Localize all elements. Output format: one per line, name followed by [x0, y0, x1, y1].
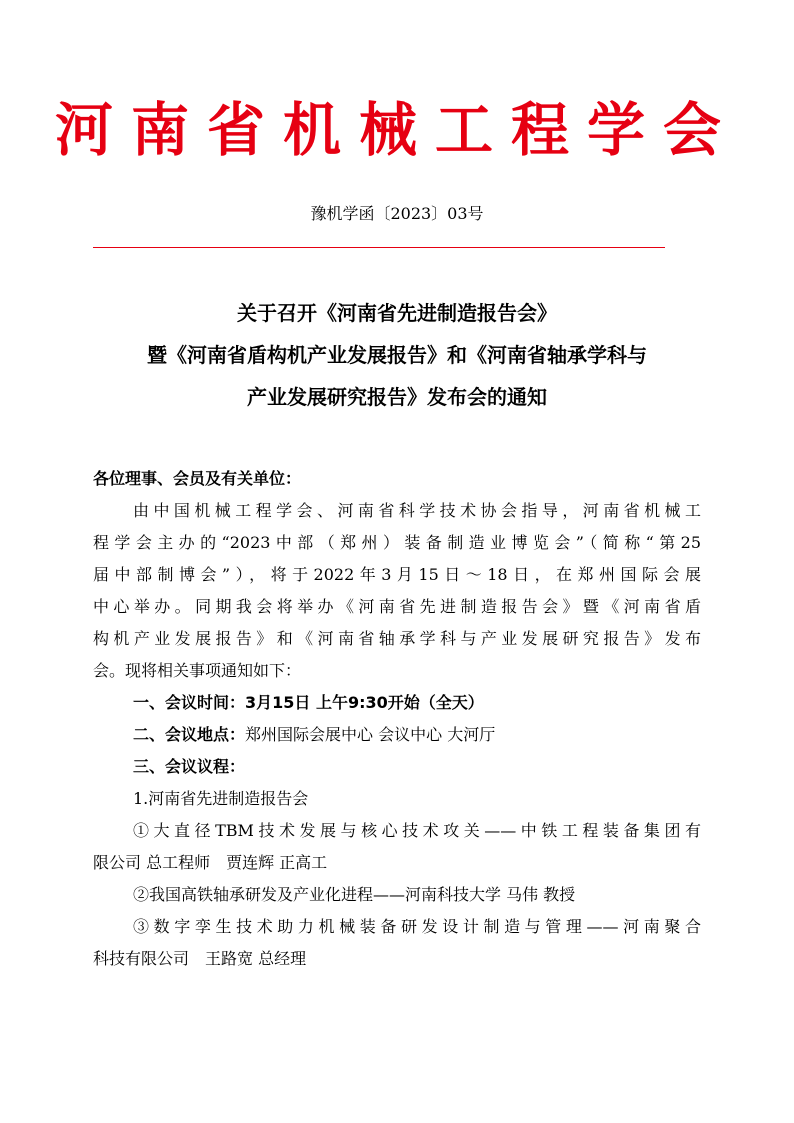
letterhead-org-name: 河南省机械工程学会	[54, 96, 739, 164]
red-divider-line	[93, 247, 665, 248]
title-line: 产业发展研究报告》发布会的通知	[247, 385, 547, 409]
agenda-item-line: 限公司 总工程师 贾连辉 正高工	[93, 853, 328, 872]
agenda-item-line: ③数字孪生技术助力机械装备研发设计制造与管理——河南聚合	[133, 917, 701, 936]
agenda-item-line: 科技有限公司 王路宽 总经理	[93, 949, 307, 968]
meeting-location-label: 二、会议地点：	[133, 725, 246, 744]
intro-paragraph	[93, 495, 701, 687]
meeting-time: 一、会议时间：3月15日 上午9:30开始（全天）	[133, 693, 484, 712]
agenda-item	[93, 815, 701, 879]
notice-title	[93, 298, 701, 424]
agenda-section-title: 1.河南省先进制造报告会	[133, 789, 309, 808]
document-number: 豫机学函〔2023〕03号	[310, 204, 484, 223]
intro-line: 由中国机械工程学会、河南省科学技术协会指导，河南省机械工	[133, 501, 701, 520]
intro-line: 构机产业发展报告》和《河南省轴承学科与产业发展研究报告》发布	[93, 629, 701, 648]
intro-line: 会。现将相关事项通知如下：	[93, 661, 302, 680]
meeting-location	[93, 719, 701, 751]
title-line: 暨《河南省盾构机产业发展报告》和《河南省轴承学科与	[147, 343, 647, 367]
intro-line: 届中部制博会”），将于2022年3月15日～18日，在郑州国际会展	[93, 565, 701, 584]
agenda-item	[93, 879, 701, 911]
title-line: 关于召开《河南省先进制造报告会》	[237, 301, 557, 325]
intro-line: 中心举办。同期我会将举办《河南省先进制造报告会》暨《河南省盾	[93, 597, 701, 616]
salutation: 各位理事、会员及有关单位：	[93, 469, 302, 488]
agenda-item	[93, 911, 701, 975]
notice-body	[93, 463, 701, 975]
meeting-location-value: 郑州国际会展中心 会议中心 大河厅	[245, 725, 496, 744]
agenda-item-line: ②我国高铁轴承研发及产业化进程——河南科技大学 马伟 教授	[133, 885, 576, 904]
meeting-agenda-heading: 三、会议议程：	[133, 757, 246, 776]
intro-line: 程学会主办的“2023中部（郑州）装备制造业博览会”（简称“第25	[93, 533, 701, 552]
agenda-item-line: ①大直径TBM技术发展与核心技术攻关——中铁工程装备集团有	[133, 821, 701, 840]
